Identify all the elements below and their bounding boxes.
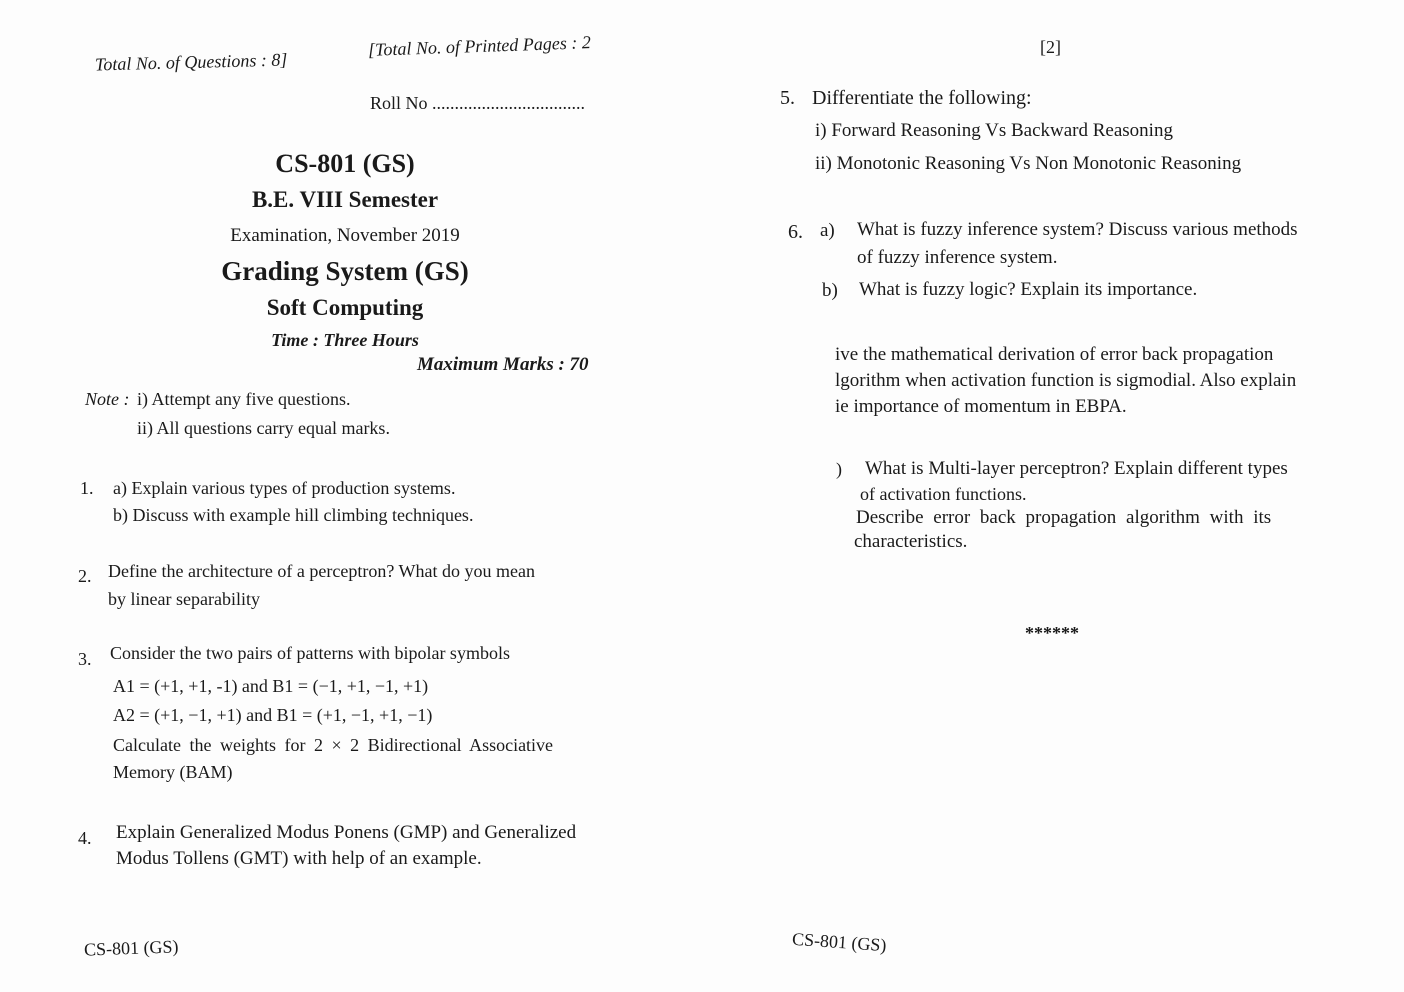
q8-b-line-2: characteristics. <box>854 531 968 552</box>
q3-line-2: A1 = (+1, +1, -1) and B1 = (−1, +1, −1, +1) <box>113 676 429 696</box>
q3-line-3: A2 = (+1, −1, +1) and B1 = (+1, −1, +1, −1) <box>113 705 433 725</box>
q3-line-4: Calculate the weights for 2 × 2 Bidirectional Associative <box>113 735 554 755</box>
q5-ii: ii) Monotonic Reasoning Vs Non Monotonic Reasoning <box>815 153 1242 174</box>
q8-a-label: ) <box>836 459 842 479</box>
q7-line-2: lgorithm when activation function is sigmodial. Also explain <box>835 370 1297 391</box>
q8-b-line-1: Describe error back propagation algorithm with its <box>856 507 1272 528</box>
q5-text: Differentiate the following: <box>812 87 1032 109</box>
total-pages: [Total No. of Printed Pages : 2 <box>367 32 592 60</box>
total-questions: Total No. of Questions : 8] <box>94 49 288 75</box>
paper-code: CS-801 (GS) <box>275 149 415 178</box>
q7-line-3: ie importance of momentum in EBPA. <box>835 396 1127 417</box>
q6-a-line-2: of fuzzy inference system. <box>857 247 1058 268</box>
q2-num: 2. <box>78 566 92 586</box>
q1-a: a) Explain various types of production systems. <box>113 478 456 498</box>
q3-line-5: Memory (BAM) <box>113 762 233 782</box>
end-mark: ****** <box>1025 623 1079 643</box>
roll-no: Roll No .................................. <box>370 93 586 113</box>
q6-b-label: b) <box>822 280 838 301</box>
q6-a-line-1: What is fuzzy inference system? Discuss various methods <box>857 219 1298 240</box>
q5-num: 5. <box>780 87 795 109</box>
note-1: i) Attempt any five questions. <box>137 389 351 409</box>
q8-a-line-2: of activation functions. <box>860 484 1027 504</box>
subject: Soft Computing <box>266 295 424 320</box>
q1-b: b) Discuss with example hill climbing techniques. <box>113 505 474 525</box>
q2-line-2: by linear separability <box>108 589 260 609</box>
time: Time : Three Hours <box>271 330 419 350</box>
right-footer: CS-801 (GS) <box>791 928 888 956</box>
grading-system: Grading System (GS) <box>221 256 469 286</box>
q3-line-1: Consider the two pairs of patterns with bipolar symbols <box>110 643 510 663</box>
q4-num: 4. <box>78 828 92 848</box>
max-marks: Maximum Marks : 70 <box>417 354 589 375</box>
q5-i: i) Forward Reasoning Vs Backward Reasoning <box>815 120 1173 141</box>
note-label: Note : <box>85 389 130 409</box>
left-footer: CS-801 (GS) <box>83 936 179 960</box>
q6-num: 6. <box>788 221 803 243</box>
semester: B.E. VIII Semester <box>251 187 439 212</box>
q6-b-text: What is fuzzy logic? Explain its importance. <box>859 279 1198 300</box>
q8-a-line-1: What is Multi-layer perceptron? Explain different types <box>865 458 1288 479</box>
q1-num: 1. <box>80 478 94 498</box>
q4-line-1: Explain Generalized Modus Ponens (GMP) and Generalized <box>116 822 577 843</box>
q6-a-label: a) <box>820 220 835 241</box>
q4-line-2: Modus Tollens (GMT) with help of an example. <box>116 848 482 869</box>
exam-session: Examination, November 2019 <box>230 225 460 246</box>
page-number: [2] <box>1040 37 1061 57</box>
q2-line-1: Define the architecture of a perceptron? What do you mean <box>108 561 535 581</box>
note-2: ii) All questions carry equal marks. <box>137 418 390 438</box>
q3-num: 3. <box>78 649 92 669</box>
q7-line-1: ive the mathematical derivation of error back propagation <box>835 344 1274 365</box>
